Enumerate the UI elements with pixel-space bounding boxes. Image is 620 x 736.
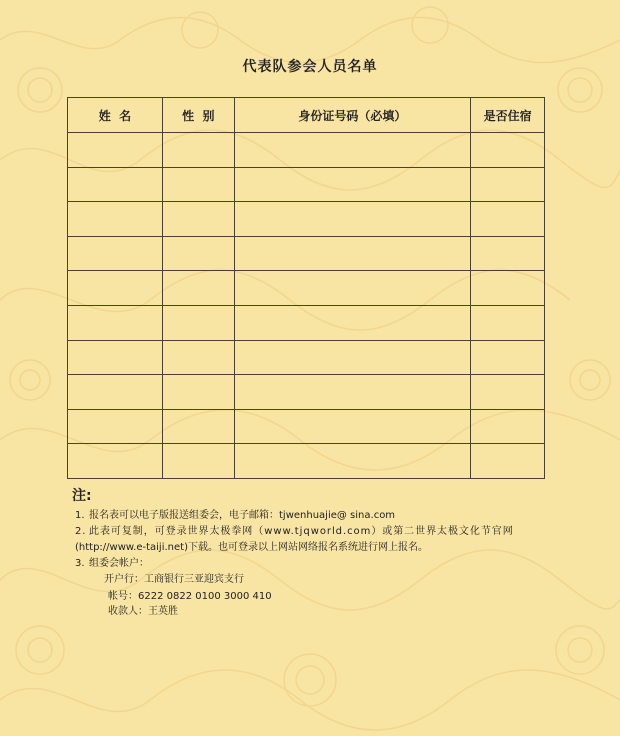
table-row (68, 409, 545, 444)
cell-accommodation[interactable] (471, 271, 545, 306)
cell-accommodation[interactable] (471, 133, 545, 168)
table-row (68, 305, 545, 340)
cell-name[interactable] (68, 340, 163, 375)
cell-name[interactable] (68, 375, 163, 410)
note-text: 此表可复制，可登录世界太极拳网（www.tjqworld.com）或第二世界太极文化节官网 (89, 526, 514, 537)
cell-accommodation[interactable] (471, 444, 545, 479)
table-row (68, 133, 545, 168)
cell-accommodation[interactable] (471, 202, 545, 237)
cell-id-number[interactable] (234, 340, 470, 375)
table-row (68, 340, 545, 375)
payee-name: 收款人：王英胜 (108, 606, 178, 617)
cell-gender[interactable] (162, 133, 234, 168)
note-number: 3. (75, 558, 85, 569)
table-header-row (68, 98, 545, 133)
cell-gender[interactable] (162, 236, 234, 271)
cell-name[interactable] (68, 409, 163, 444)
table-row (68, 444, 545, 479)
table-row (68, 236, 545, 271)
cell-id-number[interactable] (234, 236, 470, 271)
note-text: 报名表可以电子版报送组委会，电子邮箱：tjwenhuajie@ sina.com (89, 510, 396, 521)
cell-id-number[interactable] (234, 305, 470, 340)
cell-id-number[interactable] (234, 375, 470, 410)
cell-gender[interactable] (162, 202, 234, 237)
cell-accommodation[interactable] (471, 167, 545, 202)
cell-gender[interactable] (162, 409, 234, 444)
header-id-number: 身份证号码（必填） (234, 98, 470, 133)
table-row (68, 167, 545, 202)
cell-id-number[interactable] (234, 167, 470, 202)
note-item-2 (75, 525, 561, 539)
table-row (68, 271, 545, 306)
notes-heading: 注: (72, 488, 92, 504)
cell-id-number[interactable] (234, 133, 470, 168)
header-accommodation: 是否住宿 (471, 98, 545, 133)
cell-gender[interactable] (162, 375, 234, 410)
note-item-3 (75, 557, 149, 571)
cell-accommodation[interactable] (471, 340, 545, 375)
cell-name[interactable] (68, 305, 163, 340)
cell-id-number[interactable] (234, 271, 470, 306)
table-row (68, 202, 545, 237)
cell-name[interactable] (68, 167, 163, 202)
cell-gender[interactable] (162, 340, 234, 375)
cell-id-number[interactable] (234, 409, 470, 444)
table-body (68, 133, 545, 479)
cell-accommodation[interactable] (471, 305, 545, 340)
cell-id-number[interactable] (234, 444, 470, 479)
header-name: 姓 名 (68, 98, 163, 133)
page-title: 代表队参会人员名单 (242, 59, 378, 75)
cell-name[interactable] (68, 271, 163, 306)
header-gender: 性 别 (162, 98, 234, 133)
table-row (68, 375, 545, 410)
cell-accommodation[interactable] (471, 375, 545, 410)
note-item-2-continued: (http://www.e-taiji.net)下载。也可登录以上网站网络报名系统进行网上报名。 (75, 542, 428, 553)
note-number: 2. (75, 526, 87, 537)
cell-accommodation[interactable] (471, 236, 545, 271)
participant-roster-table (67, 97, 545, 479)
cell-gender[interactable] (162, 444, 234, 479)
cell-accommodation[interactable] (471, 409, 545, 444)
cell-gender[interactable] (162, 167, 234, 202)
note-number: 1. (75, 510, 85, 521)
bank-name: 开户行：工商银行三亚迎宾支行 (104, 574, 244, 585)
cell-gender[interactable] (162, 271, 234, 306)
cell-name[interactable] (68, 236, 163, 271)
cell-name[interactable] (68, 133, 163, 168)
cell-name[interactable] (68, 202, 163, 237)
cell-gender[interactable] (162, 305, 234, 340)
cell-id-number[interactable] (234, 202, 470, 237)
note-text: 组委会帐户： (89, 558, 149, 569)
cell-name[interactable] (68, 444, 163, 479)
account-number: 帐号：6222 0822 0100 3000 410 (108, 591, 272, 602)
note-item-1 (75, 509, 395, 523)
